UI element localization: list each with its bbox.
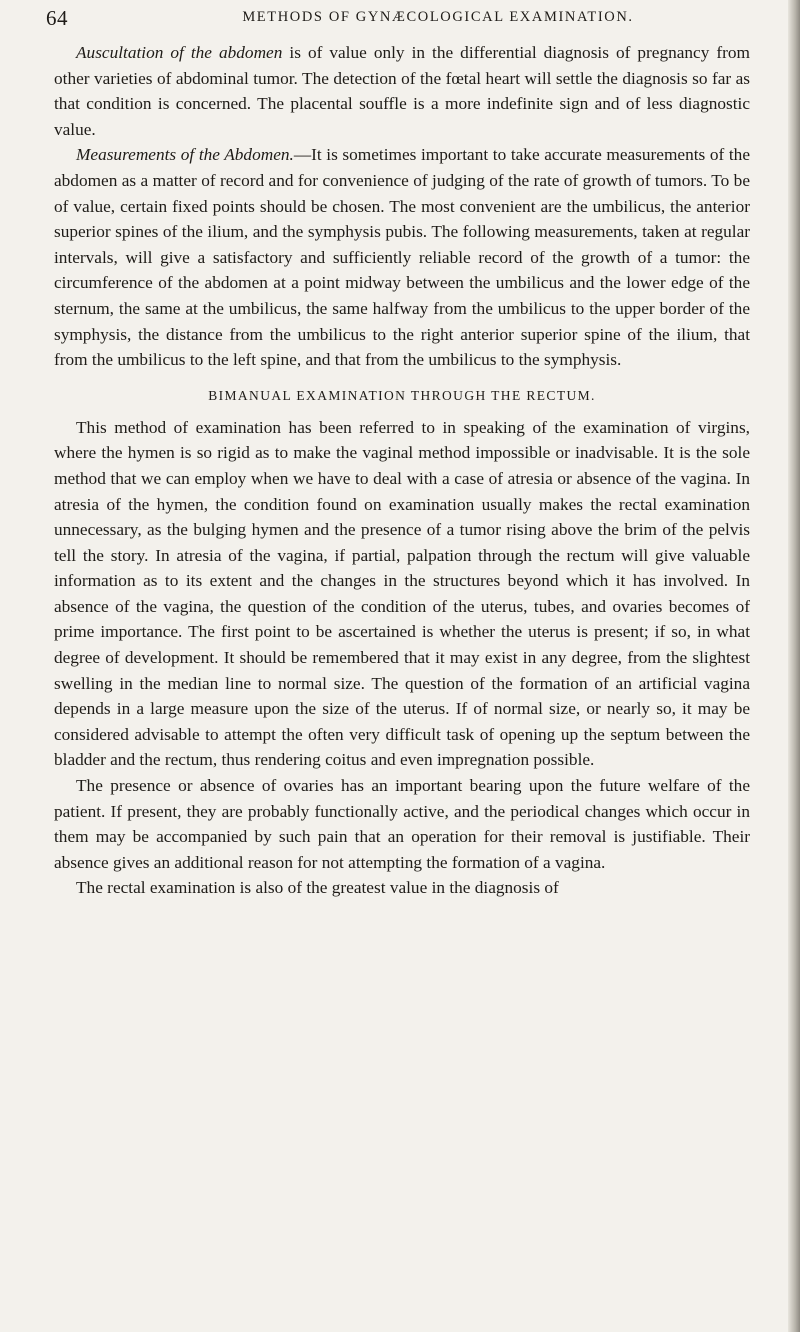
paragraph-text-auscultation: is of value only in the differential diagnosis of pregnancy from other varieties of abdominal tumor. The detection of the fœtal heart will settle the diagnosis so far as that condition is concerned. The placental souffle is a more indefinite sign and of less diagnostic value.	[54, 43, 750, 139]
page-header	[46, 6, 760, 32]
section-heading: BIMANUAL EXAMINATION THROUGH THE RECTUM.	[208, 387, 596, 403]
page-edge-shadow	[788, 0, 800, 1332]
body-text	[54, 40, 750, 901]
paragraph-lead-auscultation: Auscultation of the abdomen	[76, 43, 283, 62]
running-title: METHODS OF GYNÆCOLOGICAL EXAMINATION.	[242, 9, 634, 25]
paragraph-measurements	[54, 142, 750, 372]
page-number: 64	[46, 6, 68, 30]
paragraph-lead-measurements: Measurements of the Abdomen.	[76, 145, 294, 165]
paragraph-rectal-method: This method of examination has been referred to in speaking of the examination of virgins, where the hymen is so rigid as to make the vaginal method impossible or inadvisable. It is the sole method that we can employ when we have to deal with a case of atresia or absence of the vagina. In atresia of the hymen, the condition found on examination usually makes the rectal examination unnecessary, as the bulging hymen and the presence of a tumor rising above the brim of the pelvis tell the story. In atresia of the vagina, if partial, palpation through the rectum will give valuable information as to its extent and the changes in the structures beyond which it has involved. In absence of the vagina, the question of the condition of the uterus, tubes, and ovaries becomes of prime importance. The first point to be ascertained is whether the uterus is present; if so, in what degree of development. It should be remembered that it may exist in any degree, from the slightest swelling in the median line to normal size. The question of the formation of an artificial vagina depends in a large measure upon the size of the uterus. If of normal size, or nearly so, it may be considered advisable to attempt the often very difficult task of opening up the septum between the bladder and the rectum, thus rendering coitus and even impregnation possible.	[54, 417, 750, 770]
paragraph-auscultation	[54, 40, 750, 142]
paragraph-text-measurements: —It is sometimes important to take accurate measurements of the abdomen as a matter of record and for convenience of judging of the rate of growth of tumors. To be of value, certain fixed points should be chosen. The most convenient are the umbilicus, the anterior superior spines of the ilium, and the symphysis pubis. The following measurements, taken at regular intervals, will give a satisfactory and sufficiently reliable record of the growth of a tumor: the circumference of the abdomen at a point midway between the umbilicus and the lower edge of the sternum, the same at the umbilicus, the same halfway from the umbilicus to the upper border of the symphysis, the distance from the umbilicus to the right anterior superior spine of the ilium, that from the umbilicus to the left spine, and that from the umbilicus to the symphysis.	[54, 145, 750, 370]
paragraph-rectal-value: The rectal examination is also of the greatest value in the diagnosis of	[76, 878, 559, 898]
paragraph-ovaries: The presence or absence of ovaries has an important bearing upon the future welfare of the patient. If present, they are probably functionally active, and the periodical changes which occur in them may be accompanied by such pain that an operation for their removal is justifiable. Their absence gives an additional reason for not attempting the formation of a vagina.	[54, 776, 750, 872]
